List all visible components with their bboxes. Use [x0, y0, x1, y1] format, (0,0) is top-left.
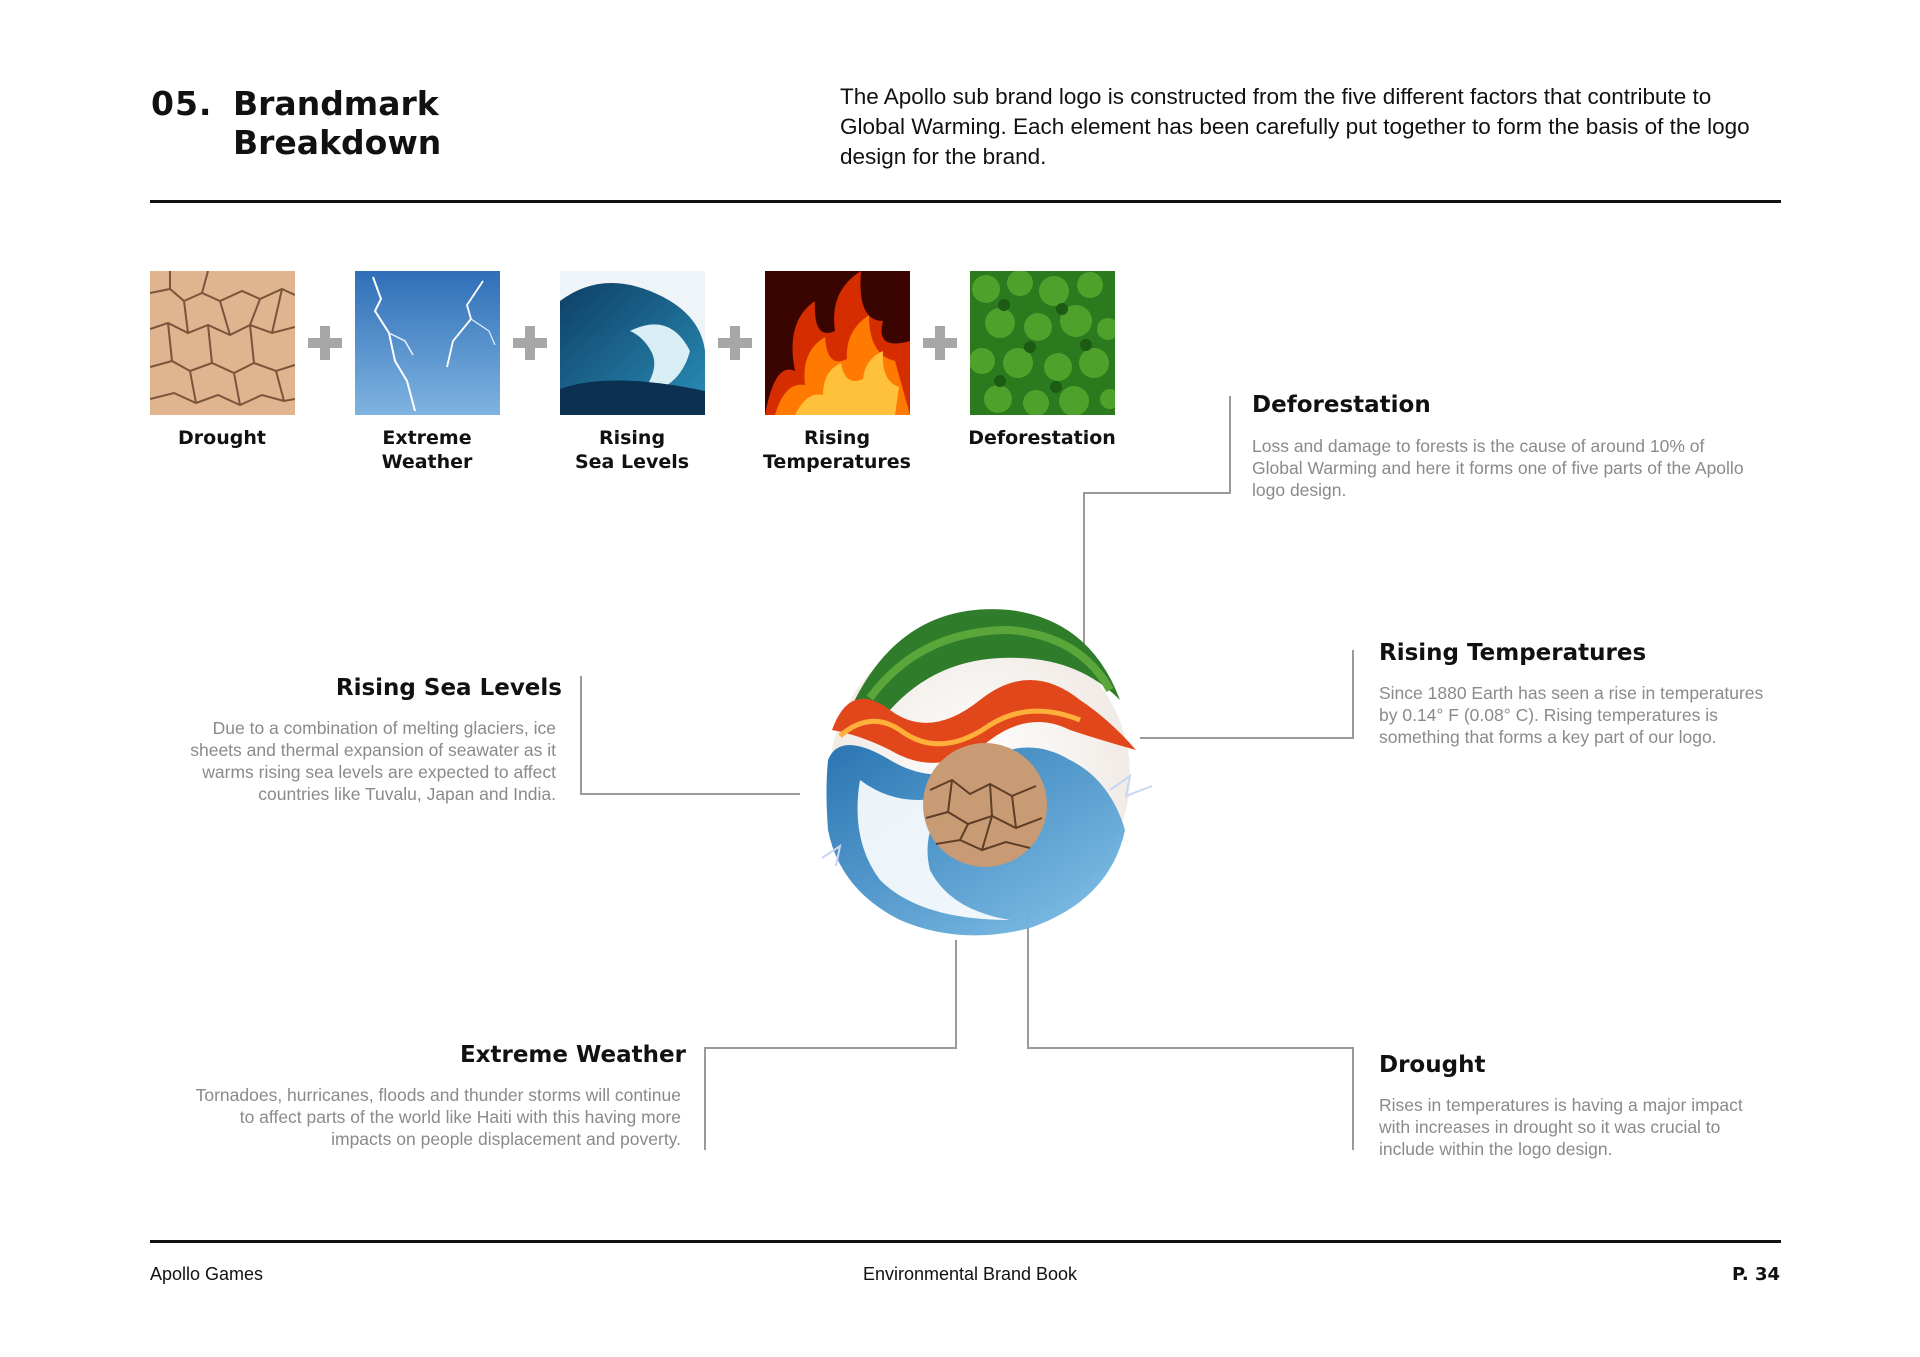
- callout-title-rising-sea-levels: Rising Sea Levels: [335, 675, 562, 701]
- label-line: Deforestation: [968, 427, 1116, 449]
- label-line: Rising: [598, 427, 666, 449]
- footer-page-number: P. 34: [1731, 1264, 1780, 1285]
- leader-line-extreme-weather: [705, 940, 956, 1150]
- label-line: Temperatures: [763, 451, 911, 473]
- callout-body-rising-sea-levels: [156, 717, 556, 805]
- label-line: Extreme: [382, 427, 472, 449]
- callout-body-drought: [1379, 1094, 1799, 1160]
- label-line: Drought: [178, 427, 266, 449]
- body-line: countries like Tuvalu, Japan and India.: [258, 784, 556, 804]
- body-line: by 0.14° F (0.08° C). Rising temperatures is: [1379, 705, 1718, 725]
- callout-title-drought: Drought: [1379, 1052, 1486, 1078]
- callout-title-rising-temperatures: Rising Temperatures: [1379, 640, 1647, 666]
- label-line: Weather: [381, 451, 473, 473]
- body-line: impacts on people displacement and poverty.: [331, 1129, 681, 1149]
- section-number: 05.: [151, 84, 213, 123]
- callout-body-rising-temperatures: [1379, 682, 1799, 748]
- body-line: warms rising sea levels are expected to affect: [202, 762, 556, 782]
- footer-company: Apollo Games: [150, 1264, 264, 1284]
- callout-title-deforestation: Deforestation: [1252, 392, 1431, 418]
- apollo-brandmark-logo: [780, 590, 1190, 950]
- intro-line: Global Warming. Each element has been carefully put together to form the basis of the logo: [840, 114, 1750, 139]
- footer-divider: [150, 1240, 1781, 1243]
- body-line: Since 1880 Earth has seen a rise in temperatures: [1379, 683, 1764, 703]
- intro-line: design for the brand.: [840, 144, 1047, 169]
- leader-line-rising-sea-levels: [581, 676, 800, 794]
- body-line: Loss and damage to forests is the cause of around 10% of: [1252, 436, 1705, 456]
- body-line: Tornadoes, hurricanes, floods and thunder storms will continue: [195, 1085, 681, 1105]
- body-line: with increases in drought so it was crucial to: [1379, 1117, 1721, 1137]
- page-title-line: Brandmark: [233, 84, 439, 123]
- label-line: Sea Levels: [574, 451, 690, 473]
- body-line: logo design.: [1252, 480, 1347, 500]
- body-line: something that forms a key part of our logo.: [1379, 727, 1717, 747]
- body-line: include within the logo design.: [1379, 1139, 1613, 1159]
- body-line: Rises in temperatures is having a major impact: [1379, 1095, 1743, 1115]
- callout-body-deforestation: [1252, 435, 1792, 501]
- page-title-line: Breakdown: [233, 123, 442, 162]
- callout-body-extreme-weather: [130, 1084, 681, 1150]
- callout-title-extreme-weather: Extreme Weather: [459, 1042, 686, 1068]
- body-line: Global Warming and here it forms one of five parts of the Apollo: [1252, 458, 1744, 478]
- body-line: to affect parts of the world like Haiti with this having more: [239, 1107, 681, 1127]
- body-line: Due to a combination of melting glaciers, ice: [212, 718, 556, 738]
- body-line: sheets and thermal expansion of seawater as it: [190, 740, 556, 760]
- intro-line: The Apollo sub brand logo is constructed from the five different factors that contribute to: [840, 84, 1712, 109]
- label-line: Rising: [803, 427, 871, 449]
- footer-document-title: Environmental Brand Book: [862, 1264, 1078, 1284]
